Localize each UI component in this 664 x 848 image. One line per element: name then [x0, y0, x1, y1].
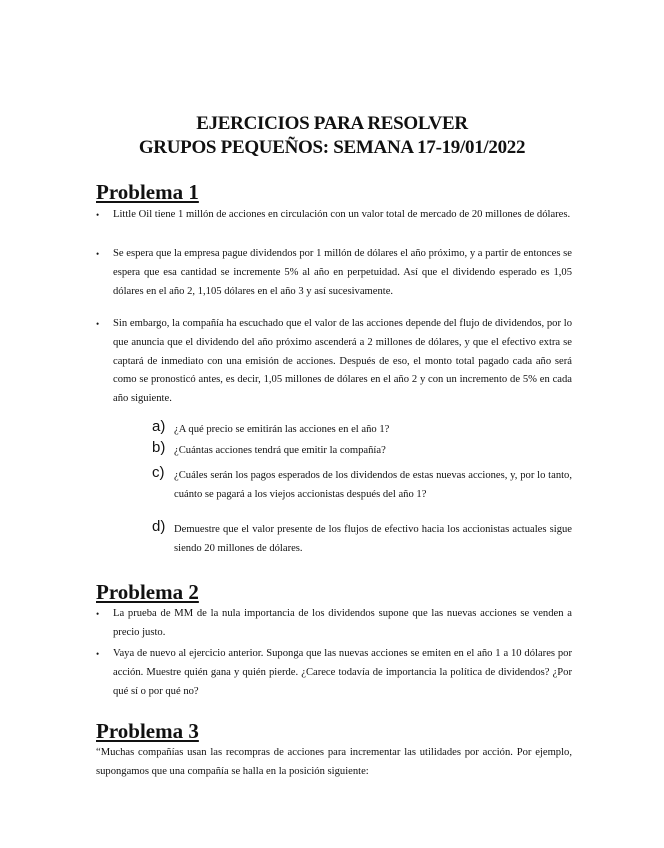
- problema-1-bullet-2: [96, 245, 572, 301]
- problema-1-bullet-3: [96, 315, 572, 409]
- problema-2-bullet-2: [96, 645, 572, 701]
- bullet-text: La prueba de MM de la nula importancia de los dividendos supone que las nuevas acciones se venden a precio justo.: [113, 608, 572, 638]
- question-text: ¿Cuántas acciones tendrá que emitir la compañía?: [174, 445, 386, 456]
- bullet-text: Se espera que la empresa pague dividendos por 1 millón de dólares el año próximo, y a partir de entonces se espera que esa cantidad se incremente 5% al año en perpetuidad. Así que el dividendo esperado es 1,05 dólares en el año 2, 1,105 dólares en el año 3 y así sucesivamente.: [113, 248, 572, 297]
- problema-2-heading: Problema 2: [96, 580, 199, 604]
- problema-1-question-b: [152, 439, 572, 461]
- bullet-text: Little Oil tiene 1 millón de acciones en circulación con un valor total de mercado de 20 millones de dólares.: [113, 209, 571, 220]
- problema-3-heading: Problema 3: [96, 719, 199, 743]
- bullet-icon: •: [96, 649, 100, 659]
- question-marker: a): [152, 418, 166, 435]
- question-marker: b): [152, 439, 166, 456]
- bullet-icon: •: [96, 609, 100, 619]
- question-marker: d): [152, 518, 166, 535]
- problema-1-question-a: [152, 418, 572, 440]
- bullet-icon: •: [96, 319, 100, 329]
- problema-2-bullet-1: [96, 605, 572, 643]
- document-title-line-2: GRUPOS PEQUEÑOS: SEMANA 17-19/01/2022: [138, 137, 526, 158]
- problema-1-question-c: [152, 464, 572, 505]
- question-text: ¿Cuáles serán los pagos esperados de los dividendos de estas nuevas acciones, y, por lo tanto, cuánto se pagará a los viejos accionistas después del año 1?: [174, 470, 572, 500]
- bullet-text: Sin embargo, la compañía ha escuchado que el valor de las acciones depende del flujo de dividendos, por lo que anuncia que el dividendo del año próximo ascenderá a 2 millones de dólares, y que el efectivo extra se captará de inmediato con una emisión de acciones. Después de eso, el monto total pagado cada año será como se pronosticó antes, es decir, 1,05 millones de dólares en el año 2 y con un incremento de 5% en cada año siguiente.: [113, 318, 572, 405]
- bullet-text: Vaya de nuevo al ejercicio anterior. Suponga que las nuevas acciones se emiten en el año 1 a 10 dólares por acción. Muestre quién gana y quién pierde. ¿Carece todavía de importancia la política de dividendos? ¿Por qué sí o por qué no?: [113, 648, 572, 697]
- question-marker: c): [152, 464, 165, 481]
- question-text: Demuestre que el valor presente de los flujos de efectivo hacia los accionistas actuales sigue siendo 20 millones de dólares.: [174, 524, 572, 554]
- problema-1-heading: Problema 1: [96, 180, 199, 204]
- problema-1-question-d: [152, 518, 572, 559]
- problema-1-bullet-1: [96, 206, 572, 225]
- bullet-icon: •: [96, 210, 100, 220]
- document-title-line-1: EJERCICIOS PARA RESOLVER: [196, 113, 468, 134]
- problema-3-paragraph: “Muchas compañías usan las recompras de acciones para incrementar las utilidades por acción. Por ejemplo, supongamos que una compañía se halla en la posición siguiente:: [96, 747, 572, 777]
- question-text: ¿A qué precio se emitirán las acciones en el año 1?: [174, 424, 390, 435]
- bullet-icon: •: [96, 249, 100, 259]
